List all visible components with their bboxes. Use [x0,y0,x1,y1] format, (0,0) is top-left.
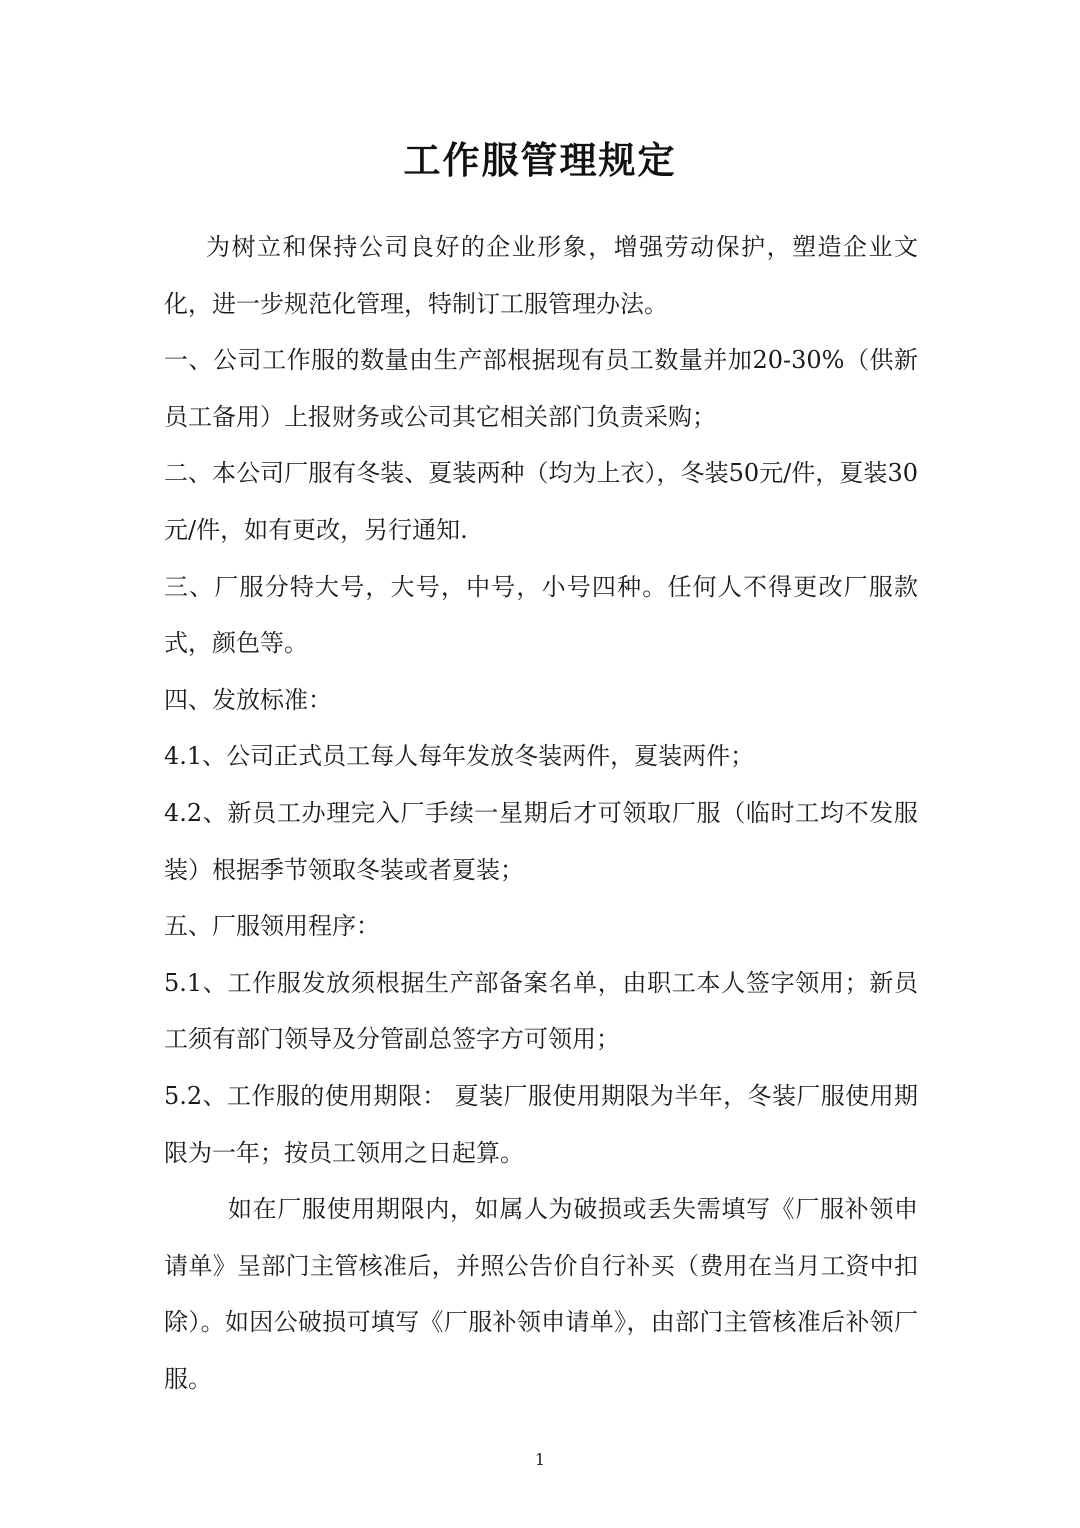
clause-1: 一、公司工作服的数量由生产部根据现有员工数量并加20-30%（供新员工备用）上报财务或公司其它相关部门负责采购； [164,346,918,431]
clause-4-2: 4.2、新员工办理完入厂手续一星期后才可领取厂服（临时工均不发服装）根据季节领取冬装或者夏装； [164,798,918,884]
clause-4-1: 4.1、公司正式员工每人每年发放冬装两件，夏装两件； [164,742,755,771]
page-number: 1 [534,1450,546,1469]
clause-5-2: 5.2、工作服的使用期限： 夏装厂服使用期限为半年，冬装厂服使用期限为一年；按员工领用之日起算。 [164,1081,918,1167]
clause-2: 二、本公司厂服有冬装、夏装两种（均为上衣），冬装50元/件，夏装30元/件，如有更改，另行通知. [164,459,918,544]
clause-5-heading: 五、厂服领用程序： [164,912,380,941]
document-title: 工作服管理规定 [403,139,677,182]
document-body [164,219,918,1407]
replacement-paragraph: 如在厂服使用期限内，如属人为破损或丢失需填写《厂服补领申请单》呈部门主管核准后，并照公告价自行补买（费用在当月工资中扣除）。如因公破损可填写《厂服补领申请单》，由部门主管核准后补领厂服。 [164,1195,918,1393]
clause-5-1: 5.1、工作服发放须根据生产部备案名单，由职工本人签字领用；新员工须有部门领导及分管副总签字方可领用； [164,968,918,1054]
clause-3: 三、厂服分特大号，大号，中号，小号四种。任何人不得更改厂服款式，颜色等。 [164,572,918,658]
clause-4-heading: 四、发放标准： [164,685,332,714]
intro-paragraph: 为树立和保持公司良好的企业形象，增强劳动保护，塑造企业文化，进一步规范化管理，特制订工服管理办法。 [164,233,918,318]
